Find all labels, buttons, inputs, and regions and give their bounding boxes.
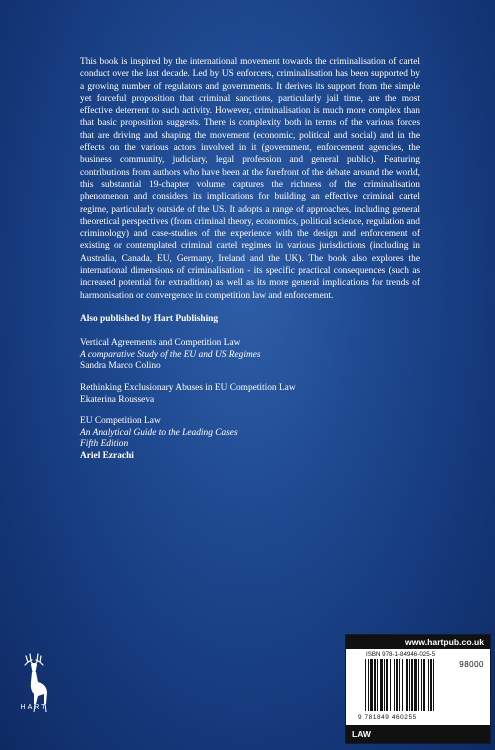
barcode-icon bbox=[364, 659, 446, 713]
related-book-subtitle: A comparative Study of the EU and US Regimes bbox=[80, 349, 261, 360]
related-book-author: Sandra Marco Colino bbox=[80, 361, 161, 372]
related-book-title: Vertical Agreements and Competition Law bbox=[80, 338, 241, 348]
barcode-digits: 9 781849 460255 bbox=[358, 714, 417, 721]
deer-logo-icon bbox=[14, 652, 54, 742]
related-book-edition: Fifth Edition bbox=[80, 439, 129, 450]
isbn-label: ISBN 978-1-84946-025-5 bbox=[366, 651, 436, 658]
related-book-author: Ariel Ezrachi bbox=[80, 450, 134, 461]
related-book bbox=[80, 416, 420, 462]
related-book bbox=[80, 338, 420, 373]
publisher-url: www.hartpub.co.uk bbox=[346, 635, 490, 649]
related-book-subtitle: An Analytical Guide to the Leading Cases bbox=[80, 427, 238, 438]
subject-label: LAW bbox=[346, 725, 490, 743]
related-book-title: Rethinking Exclusionary Abuses in EU Competition Law bbox=[80, 383, 296, 393]
barcode-panel bbox=[345, 634, 491, 744]
related-book bbox=[80, 383, 420, 406]
related-book-author: Ekaterina Rousseva bbox=[80, 394, 155, 405]
publisher-logo-text: HART bbox=[20, 704, 48, 711]
price-code: 98000 bbox=[459, 660, 484, 669]
also-published-heading: Also published by Hart Publishing bbox=[80, 314, 219, 324]
book-description: This book is inspired by the international movement towards the criminalisation of cartel conduct over the last decade. Led by US enforcers, criminalisation has been supported by a growing number of regulators and governments. It derives its support from the simple yet forceful proposition that criminal sanctions, particularly jail time, are the most effective deterrent to such activity. However, criminalisation is much more complex than that basic proposition suggests. There is complexity both in terms of the various forces that are driving and shaping the movement (economic, political and social) and in the effects on the various actors involved in it (government, enforcement agencies, the business community, judiciary, legal profession and general public). Featuring contributions from authors who have been at the forefront of the debate around the world, this substantial 19-chapter volume captures the richness of the criminalisation phenomenon and considers its implications for building an effective criminal cartel regime, particularly outside of the US. It adopts a range of approaches, including general theoretical perspectives (from criminal theory, economics, political science, regulation and criminology) and case-studies of the experience with the design and enforcement of existing or contemplated criminal cartel regimes in various jurisdictions (including in Australia, Canada, EU, Germany, Ireland and the UK). The book also explores the international dimensions of criminalisation - its specific practical consequences (such as increased potential for extradition) as well as its more general implications for trends of harmonisation or convergence in competition law and enforcement. bbox=[80, 57, 420, 301]
related-book-title: EU Competition Law bbox=[80, 416, 161, 426]
